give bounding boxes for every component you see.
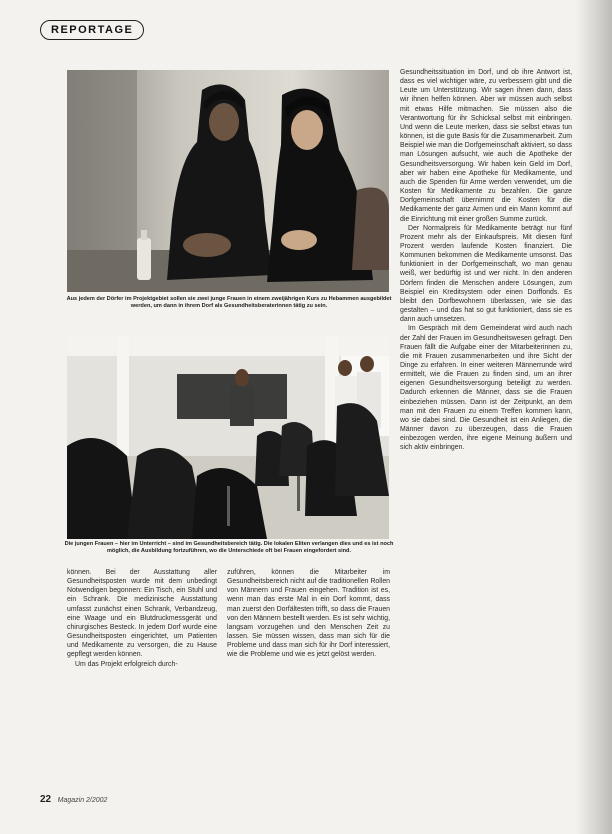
magazine-name: Magazin 2/2002 [57, 797, 108, 804]
paragraph: Gesundheitssituation im Dorf, und ob ihre Antwort ist, dass es viel wichtiger wäre, zu verbessern gibt und die Leute um Unterstützung. Wir sagen ihnen dann, dass wir ihnen helfen können. Aber wir müssen auch selbst mit etwas Hilfe mitmachen. Sie müssen also die Verantwortung für ihr Schicksal selbst mit einbringen. Und wenn die Leute merken, dass sie selbst etwas tun können, ist die gute Basis für die Zusammenarbeit. Zum Beispiel wie man die Dorfgemeinschaft aktiviert, so dass man Lösungen aufsucht, wie auch die Apotheke der Gesundheitsversorgung. Wir haben kein Geld im Dorf, aber wir haben eine Apotheke für Medikamente, und auch die Spenden für Arme werden verwendet, um die Kosten für Medikamente zu bezahlen. Die ganze Dorfgemeinschaft übernimmt die Kosten für die Medikamente der ganz Armen und ein Mann kommt auf die Einrichtung mit einer großen Summe zurück. [400, 69, 572, 223]
photo-two-women [67, 70, 389, 292]
paragraph: Im Gespräch mit dem Gemeinderat wird auch nach der Zahl der Frauen im Gesundheitswesen gefragt. Den Frauen fällt die Aufgabe einer der Mitarbeiterinnen zu, die mit Frauen zusammenarbeiten und ihre Sicht der Dinge zu erfahren. In einer weiteren Männerrunde wird ermittelt, wie die Frauen zu finden sind, um an ihrer eigenen Gesundheitsversorgung beteiligt zu werden. Dadurch erkennen die Männer, dass sie die Frauen einbeziehen müssen. Dann ist der Zeitpunkt, an dem man mit den Frauen zu einem Treffen kommen kann, wo sie dabei sind. Die Gesundheit ist ein Anliegen, die Männer davon zu überzeugen, dass die Frauen einbezogen werden, ihre eigene Meinung äußern und sich aktiv einbringen. [400, 325, 572, 452]
photo-two-women-caption: Aus jedem der Dörfer im Projektgebiet sollen sie zwei junge Frauen in einem zweijährigen Kurs zu Hebammen ausgebildet werden, um dann in ihrem Dorf als Gesundheitsberaterinnen tätig zu sein. [66, 296, 392, 309]
article-column-bottom-middle [227, 568, 390, 660]
article-column-bottom-left [67, 568, 217, 669]
paragraph: Um das Projekt erfolgreich durch- [75, 660, 178, 668]
photo-classroom [67, 336, 389, 539]
article-column-right [400, 68, 572, 453]
page-gutter-shadow [576, 0, 612, 834]
photo-classroom-illustration [67, 336, 389, 539]
page-footer [40, 794, 107, 805]
photo-classroom-caption: Die jungen Frauen – hier im Unterricht – sind im Gesundheitsbereich tätig. Die lokalen Eliten verlangen dies und es ist noch möglich, die Ausbildung fortzuführen, wo die Unterschiede oft bei Frauen eingefordert sind. [64, 541, 394, 554]
photo-two-women-illustration [67, 70, 389, 292]
page-number: 22 [40, 794, 52, 805]
paragraph: können. Bei der Ausstattung aller Gesundheitsposten wurde mit dem unbedingt Notwendigen begonnen: Ein Tisch, ein Stuhl und ein Schrank. Die medizinische Ausstattung umfasst zunächst einen Schrank, Verbandzeug, eine Waage und ein Blutdruckmessgerät und chirurgisches Besteck. In jedem Dorf wurde eine Gesundheitsposten eingerichtet, um Patienten und Medikamente zu versorgen, die zu Hause gepflegt werden können. [67, 569, 217, 659]
paragraph: zuführen, können die Mitarbeiter im Gesundheitsbereich nicht auf die traditionellen Rollen von Männern und Frauen eingehen. Tradition ist es, wenn man das erste Mal in ein Dorf kommt, dass man zuerst den Dorfältesten trifft, so dass die Frauen von den Männern bestellt werden. Es ist sehr wichtig, langsam vorzugehen und den Menschen Zeit zu lassen. Sie müssen wissen, dass man sich für die Probleme und dass man sich für ihr Dorf interessiert, wie die Probleme und wie es jetzt gelöst werden. [227, 569, 390, 659]
paragraph: Der Normalpreis für Medikamente beträgt nur fünf Prozent mehr als der Einkaufspreis. Mit diesen fünf Prozent werden laufende Kosten finanziert. Die Kommunen bekommen die Medikamente umsonst. Das funktioniert in der Dorfgemeinschaft, wo man genau weiß, wer bedürftig ist und wer nicht. In den anderen Dörfern finden die Menschen andere Lösungen, zum Beispiel ein Kreditsystem oder einen Dorffonds. Es bleibt den Dorfbewohnern überlassen, wie sie das gestalten – und das hat so gut funktioniert, dass sie es dann auch umsetzen. [400, 224, 572, 324]
section-label: REPORTAGE [40, 20, 144, 40]
